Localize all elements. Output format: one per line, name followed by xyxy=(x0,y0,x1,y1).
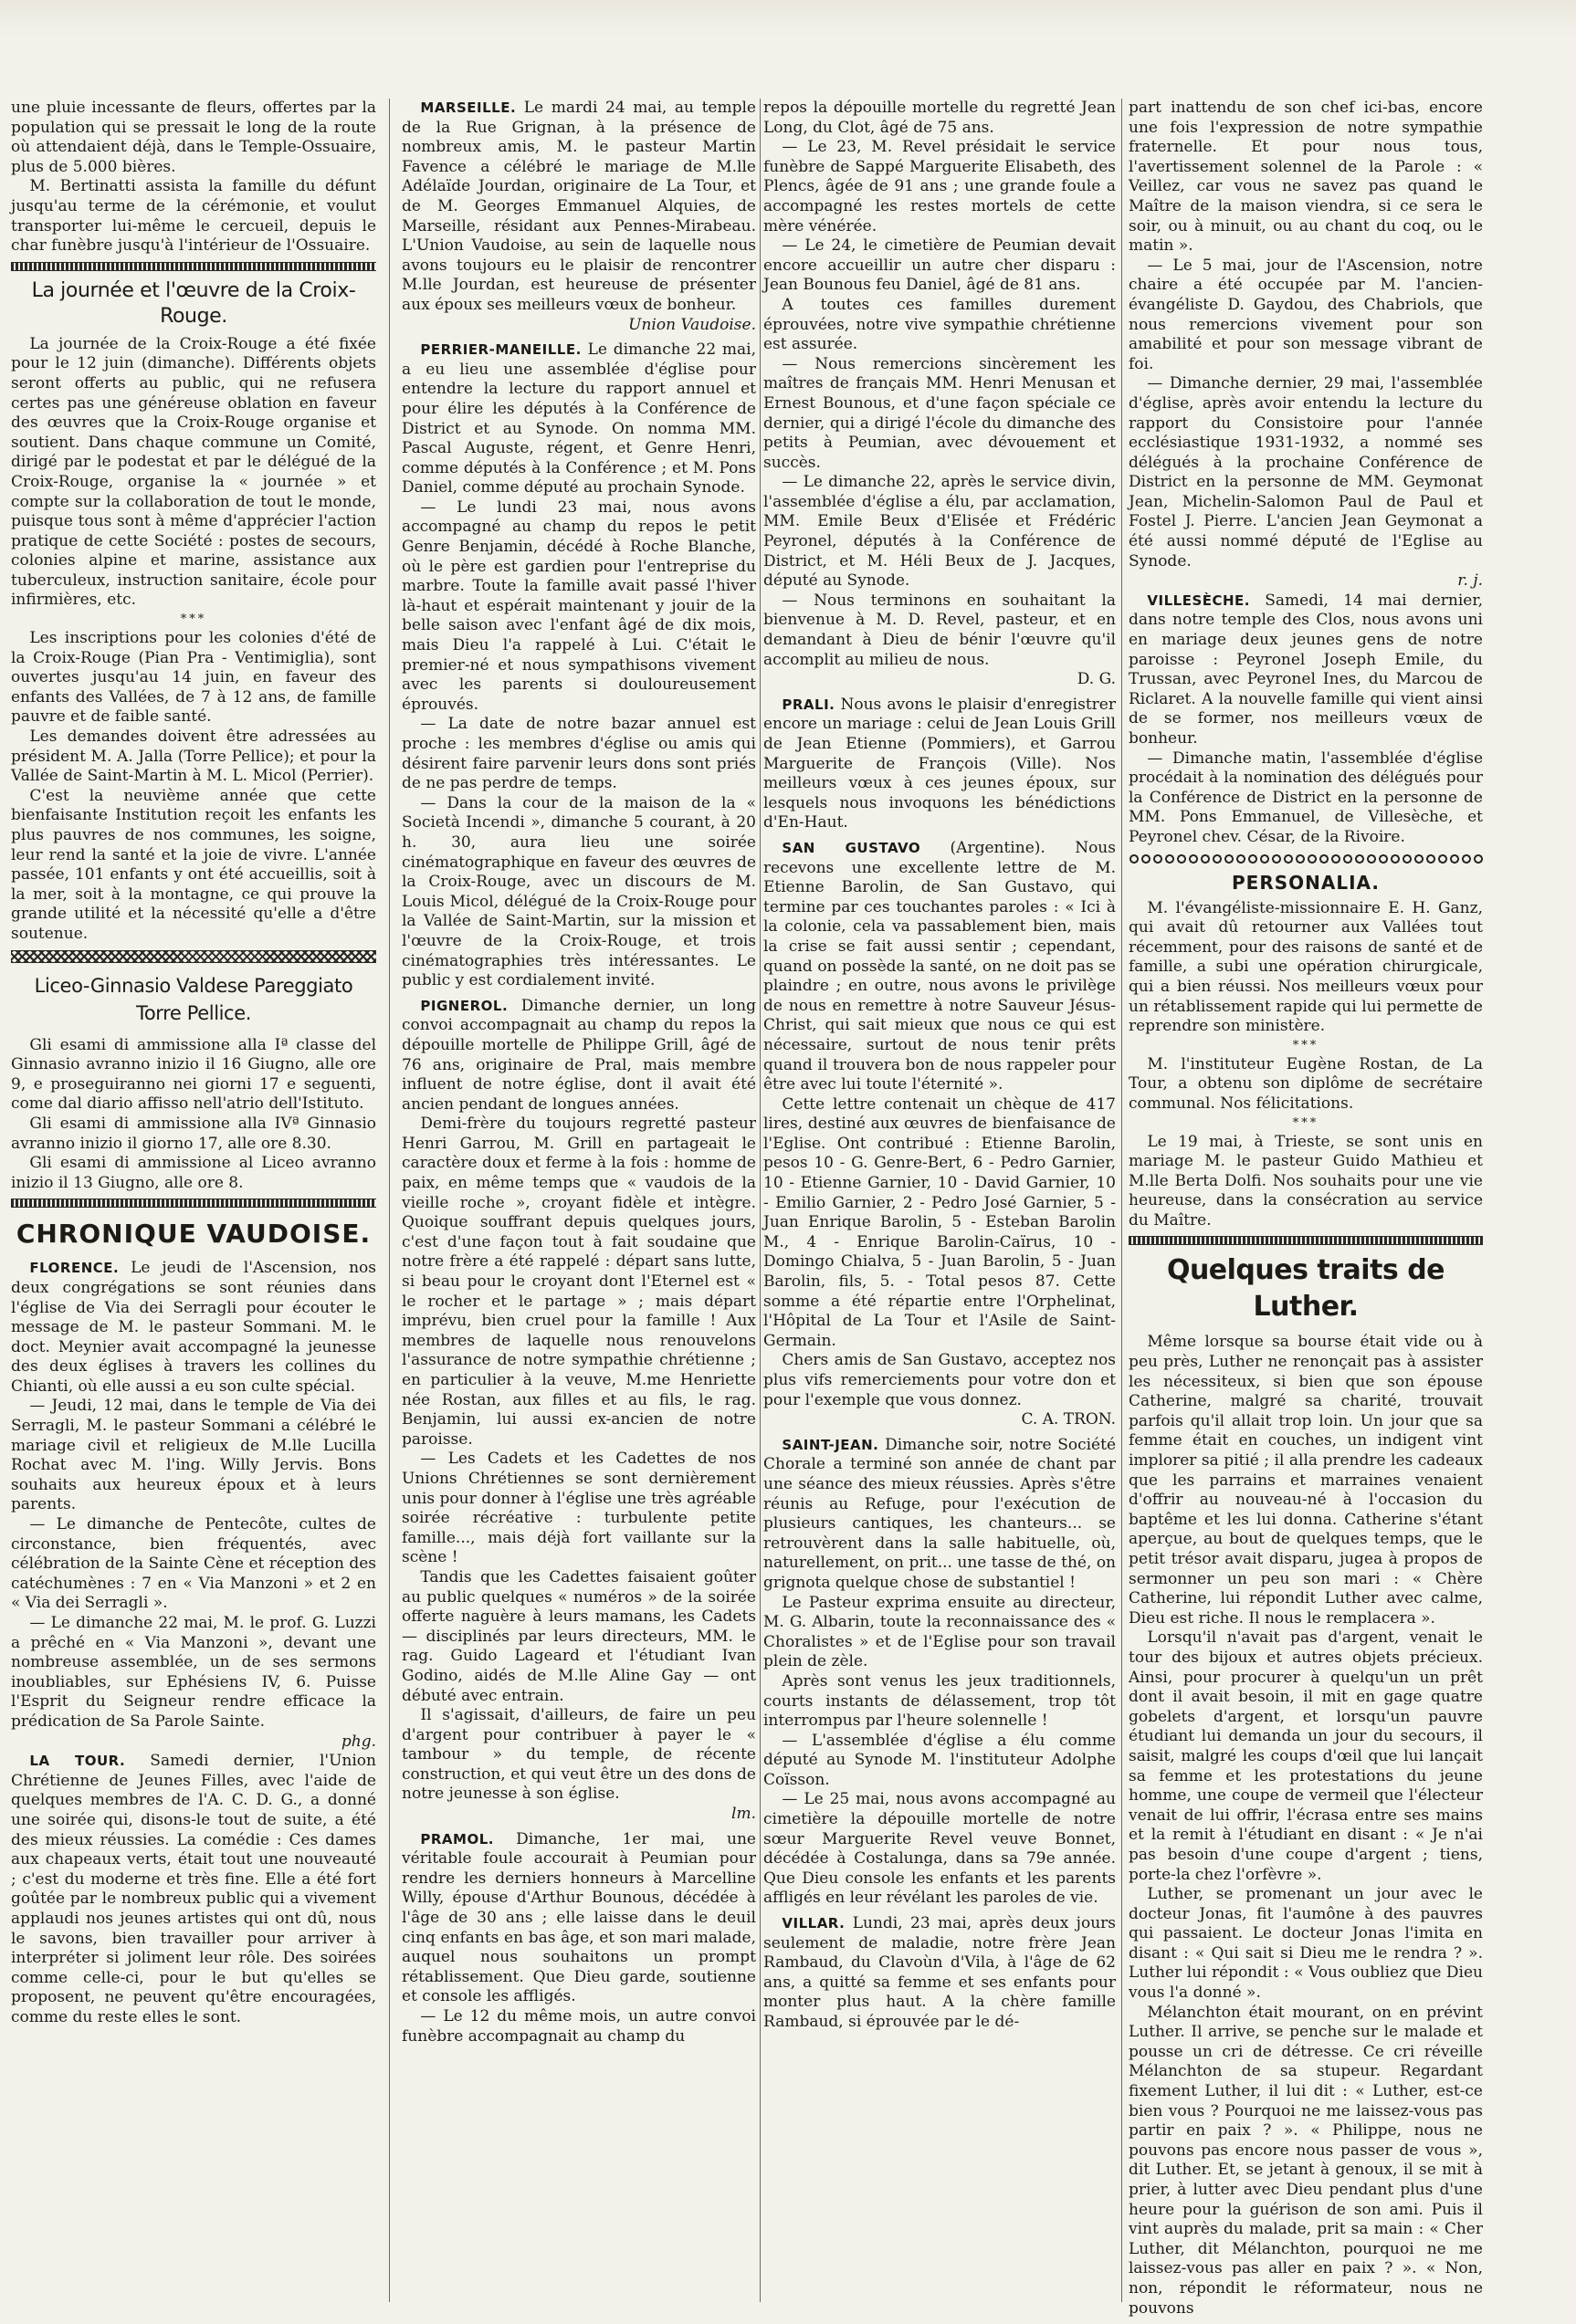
article-paragraph: — Le dimanche 22, après le service divin, l'assemblée d'église a élu, par acclamation, MM. Emile Beux d'Elisée et Frédéric Peyronel, députés à la Conférence de District, et M. Héli Beux de J. Jacques, député au Synode. xyxy=(763,473,1116,591)
article-paragraph: part inattendu de son chef ici-bas, encore une fois l'expression de notre sympathie fraternelle. Et pour nous tous, l'avertissement solennel de la Parole : « Veillez, car vous ne savez pas quand le Maître de la maison viendra, si ce sera le soir, ou à minuit, ou au chant du coq, ou le matin ». xyxy=(1129,99,1483,256)
article-paragraph: Luther, se promenant un jour avec le docteur Jonas, fit l'aumône à des pauvres qui passaient. Le docteur Jonas l'imita en disant : « Qui sait si Dieu me le rendra ? ». Luther lui répondit : « Vous oubliez que Dieu vous l'a donné ». xyxy=(1129,1885,1483,2003)
article-text: Le dimanche 22 mai, a eu lieu une assemblée d'église pour entendre la lecture du rapport annuel et pour élire les députés à la Conférence de District et au Synode. On nomma MM. Pascal Auguste, régent, et Genre Henri, comme députés à la Conférence ; et M. Pons Daniel, comme député au prochain Synode. xyxy=(402,340,756,497)
article-paragraph: Chers amis de San Gustavo, acceptez nos plus vifs remerciements pour votre don et pour l'exemple que vous donnez. xyxy=(763,1351,1116,1409)
article-paragraph: — Dimanche dernier, 29 mai, l'assemblée d'église, après avoir entendu la lecture du rapport du Consistoire pour l'année ecclésiastique 1931-1932, a nommé ses délégués à la prochaine Conférence de District en la personne de MM. Geymonat Jean, Michelin-Salomon Paul de Paul et Fostel J. Pierre. L'ancien Jean Geymonat a été aussi nommé député de l'Eglise au Synode. xyxy=(1129,374,1483,571)
article-paragraph: Le Pasteur exprima ensuite au directeur, M. G. Albarin, toute la reconnaissance des « Choralistes » et de l'Eglise pour son travail plein de zèle. xyxy=(763,1593,1116,1671)
place-lead: VILLAR. xyxy=(782,1915,846,1932)
asterism: *** xyxy=(180,612,207,627)
asterism: *** xyxy=(1292,1038,1319,1052)
article-paragraph: Mélanchton était mourant, on en prévint Luther. Il arrive, se penche sur le malade et pousse un cri de détresse. Ce cri réveille Mélanchton de sa stupeur. Regardant fixement Luther, il lui dit : « Luther, est-ce bien vous ? Pourquoi ne me laissez-vous pas partir en paix ? ». « Philippe, nous ne pouvons pas encore nous passer de vous », dit Luther. Et, se jetant à genoux, il se mit à prier, à lutter avec Dieu pendant plus d'une heure pour la guérison de son ami. Puis il vint auprès du malade, prit sa main : « Cher Luther, dit Mélanchton, pourquoi ne me laissez-vous pas aller en paix ? ». « Non, non, répondit le réformateur, nous ne pouvons xyxy=(1129,2003,1483,2318)
article-paragraph: C'est la neuvième année que cette bienfaisante Institution reçoit les enfants les plus pauvres de nos communes, les soigne, leur rend la santé et la joie de vivre. L'année passée, 101 enfants y ont été accueillis, soit à la mer, soit à la montagne, ce qui prouve la grande utilité et la nécessité qu'elle a d'être soutenue. xyxy=(11,786,376,943)
article-paragraph: — Le 12 du même mois, un autre convoi funèbre accompagnait au champ du xyxy=(402,2007,756,2046)
signature: D. G. xyxy=(1077,670,1116,689)
article-text: Nous avons le plaisir d'enregistrer encore un mariage : celui de Jean Louis Grill de Jean Etienne (Pommiers), et Garrou Marguerite de François (Ville). Nos meilleurs vœux à ces jeunes époux, sur lesquels nous invoquons les bénédictions d'En-Haut. xyxy=(763,695,1116,832)
croix-rouge-heading: La journée et l'œuvre de la Croix-Rouge. xyxy=(31,278,356,328)
article-paragraph: Lorsqu'il n'avait pas d'argent, venait le tour des bijoux et autres objets précieux. Ainsi, pour procurer à quelqu'un un prêt dont il avait besoin, il mit en gage quatre gobelets d'argent, et lorsqu'un pauvre étudiant lui demanda un jour du secours, il saisit, malgré les coups d'œil que lui lançait sa femme et les protestations du jeune homme, une coupe de vermeil que l'électeur venait de lui offrir, l'écrasa entre ses mains et la remit à l'étudiant en disant : « Je n'ai pas besoin d'une coupe d'argent ; tiens, porte-la chez l'orfèvre ». xyxy=(1129,1628,1483,1884)
article-paragraph: — Le 24, le cimetière de Peumian devait encore accueillir un autre cher disparu : Jean Bounous feu Daniel, âgé de 81 ans. xyxy=(763,236,1116,295)
personalia-heading: PERSONALIA. xyxy=(1232,871,1380,894)
article-paragraph: La journée de la Croix-Rouge a été fixée pour le 12 juin (dimanche). Différents objets seront offerts au public, qui ne refusera certes pas une généreuse oblation en faveur des œuvres que la Croix-Rouge organise et soutient. Dans chaque commune un Comité, dirigé par le podestat et par le délégué de la Croix-Rouge, organise la « journée » et compte sur la collaboration de tout le monde, puisque tous sont à même d'apprécier l'action pratique de cette Société : postes de secours, colonies alpine et marine, assistance aux tuberculeux, instruction sanitaire, école pour infirmières, etc. xyxy=(11,334,376,610)
ornamental-divider xyxy=(11,262,376,271)
intro-paragraph: M. Bertinatti assista la famille du défunt jusqu'au terme de la cérémonie, et voulut transporter lui-même le cercueil, depuis le char funèbre jusqu'à l'intérieur de l'Ossuaire. xyxy=(11,177,376,256)
article-text: Le jeudi de l'Ascension, nos deux congrégations se sont réunies dans l'église de Via dei Serragli pour écouter le message de M. le pasteur Sommani. M. le doct. Meynier avait accompagné la jeunesse des deux églises à travers les collines du Chianti, où elle aussi a eu son culte spécial. xyxy=(11,1259,376,1396)
article-text: Dimanche, 1er mai, une véritable foule accourait à Peumian pour rendre les derniers honneurs à Marcelline Willy, épouse d'Arthur Bounous, décédée à l'âge de 30 ans ; elle laisse dans le deuil cinq enfants en bas âge, et son mari malade, auquel nous souhaitons un prompt rétablissement. Que Dieu garde, soutienne et console les affligés. xyxy=(402,1829,756,2006)
signature: r. j. xyxy=(1457,571,1483,591)
article-paragraph: — Le dimanche de Pentecôte, cultes de circonstance, bien fréquentés, avec célébration de la Sainte Cène et réception des catéchumènes : 7 en « Via Manzoni » et 2 en « Via dei Serragli ». xyxy=(11,1515,376,1613)
article-paragraph: Gli esami di ammissione alla IVª Ginnasio avranno inizio il giorno 17, alle ore 8.30. xyxy=(11,1114,376,1153)
place-lead: PRAMOL. xyxy=(420,1830,494,1848)
article-text: Lundi, 23 mai, après deux jours seulement de maladie, notre frère Jean Rambaud, du Clavoùn d'Vila, à l'âge de 62 ans, a quitté sa femme et ses enfants pour monter plus haut. A la chère famille Rambaud, si éprouvée par le dé- xyxy=(763,1914,1116,2031)
column-4 xyxy=(1129,99,1483,2318)
article-paragraph: — Le 5 mai, jour de l'Ascension, notre chaire a été occupée par M. l'ancien-évangéliste D. Gaydou, des Chabriols, que nous remercions vivement pour son amabilité et pour son message vibrant de foi. xyxy=(1129,256,1483,373)
ornamental-divider xyxy=(11,950,376,963)
column-2 xyxy=(402,99,756,2302)
chronique-heading: CHRONIQUE VAUDOISE. xyxy=(16,1219,372,1250)
place-lead: PRALI. xyxy=(782,696,835,713)
signature: C. A. TRON. xyxy=(1021,1410,1116,1429)
column-3 xyxy=(763,99,1116,2302)
intro-paragraph: une pluie incessante de fleurs, offertes par la population qui se pressait le long de la route où attendaient déjà, dans le Temple-Ossuaire, plus de 5.000 bières. xyxy=(11,99,376,176)
article-paragraph: Après sont venus les jeux traditionnels, courts instants de délassement, trop tôt interrompus par l'heure solennelle ! xyxy=(763,1671,1116,1731)
signature: lm. xyxy=(731,1805,756,1824)
article-paragraph: M. l'instituteur Eugène Rostan, de La Tour, a obtenu son diplôme de secrétaire communal. Nos félicitations. xyxy=(1129,1054,1483,1113)
article-paragraph: — Le dimanche 22 mai, M. le prof. G. Luzzi a prêché en « Via Manzoni », devant une nombreuse assemblée, un de ses sermons inoubliables, sur Ephésiens IV, 6. Puisse l'Esprit du Seigneur rendre efficace la prédication de Sa Parole Sainte. xyxy=(11,1614,376,1731)
signature: phg. xyxy=(341,1732,376,1751)
article-paragraph: — Le 23, M. Revel présidait le service funèbre de Sappé Marguerite Elisabeth, des Plencs, âgée de 91 ans ; une grande foule a accompagné les restes mortels de cette mère vénérée. xyxy=(763,138,1116,236)
article-paragraph: — Dans la cour de la maison de la « Società Incendi », dimanche 5 courant, à 20 h. 30, aura lieu une soirée cinématographique en faveur des œuvres de la Croix-Rouge, avec un discours de M. Louis Micol, délégué de la Croix-Rouge pour la Vallée de Saint-Martin, sur la mission et l'œuvre de la Croix-Rouge, et trois cinématographies très intéressantes. Le public y est cordialement invité. xyxy=(402,793,756,990)
place-lead: SAN GUSTAVO xyxy=(782,839,921,856)
article-paragraph: — Les Cadets et les Cadettes de nos Unions Chrétiennes se sont dernièrement unis pour donner à l'église une très agréable soirée récréative : turbulente petite famille..., mais déjà fort vaillante sur la scène ! xyxy=(402,1450,756,1567)
article-text: (Argentine). Nous recevons une excellente lettre de M. Etienne Barolin, de San Gustavo, qui termine par ces touchantes paroles : « Ici à la colonie, cela va passablement bien, mais la crise se fait aussi sentir ; cependant, quand on possède la santé, on ne doit pas se plaindre ; en outre, nous avons le privilège de nous en remettre à notre Sauveur Jésus-Christ, qui sait mieux que nous ce qui est nécessaire, surtout de nous tenir prêts quand il trouvera bon de nous rappeler pour être avec lui toute l'éternité ». xyxy=(763,838,1116,1094)
article-text: Le mardi 24 mai, au temple de la Rue Grignan, à la présence de nombreux amis, M. le pasteur Martin Favence a célébré le mariage de M.lle Adélaïde Jourdan, originaire de La Tour, et de M. Georges Emmanuel Alquies, de Marseille, résidant aux Pennes-Mirabeau. L'Union Vaudoise, au sein de laquelle nous avons toujours eu le plaisir de rencontrer M.lle Jourdan, est heureuse de présenter aux époux ses meilleurs vœux de bonheur. xyxy=(402,99,756,314)
article-paragraph: Gli esami di ammissione alla Iª classe del Ginnasio avranno inizio il 16 Giugno, alle ore 9, e proseguiranno nei giorni 17 e seguenti, come dal diario affisso nell'atrio dell'Istituto. xyxy=(11,1035,376,1114)
place-lead: SAINT-JEAN. xyxy=(782,1436,879,1453)
article-text: Dimanche soir, notre Société Chorale a terminé son année de chant par une séance des mieux réussies. Après s'être réunis au Refuge, pour l'exécution de plusieurs cantiques, les chanteurs... se retrouvèrent dans la salle habituelle, où, naturellement, on prit... une tasse de thé, on grignota quelque chose de substantiel ! xyxy=(763,1435,1116,1592)
place-lead: MARSEILLE. xyxy=(420,99,517,116)
column-1 xyxy=(11,99,376,2302)
page-top-edge xyxy=(0,0,1576,37)
article-paragraph: M. l'évangéliste-missionnaire E. H. Ganz, qui avait dû retourner aux Vallées tout récemment, pour des raisons de santé et de famille, a subi une opération chirurgicale, qui a bien réussi. Nos meilleurs vœux pour un rétablissement rapide qui lui permette de reprendre son ministère. xyxy=(1129,898,1483,1036)
place-lead: FLORENCE. xyxy=(29,1260,120,1277)
article-paragraph: Gli esami di ammissione al Liceo avranno inizio il 13 Giugno, alle ore 8. xyxy=(11,1154,376,1192)
article-text: Samedi, 14 mai dernier, dans notre temple des Clos, nous avons uni en mariage deux jeunes gens de notre paroisse : Peyronel Joseph Emile, du Trussan, avec Peyronel Ines, du Marcou de Riclaret. A la nouvelle famille qui vient ainsi de se former, nos meilleurs vœux de bonheur. xyxy=(1129,591,1483,748)
article-paragraph: — Nous terminons en souhaitant la bienvenue à M. D. Revel, pasteur, et en demandant à Dieu de bénir l'œuvre qu'il accomplit au milieu de nous. xyxy=(763,591,1116,669)
column-rule xyxy=(389,99,390,2302)
article-paragraph: Même lorsque sa bourse était vide ou à peu près, Luther ne renonçait pas à assister les nécessiteux, si bien que son épouse Catherine, malgré sa charité, trouvait parfois qu'il allait trop loin. Un jour que sa femme était en couches, un indigent vint implorer sa pitié ; il alla prendre les cadeaux que les parrains et marraines venaient d'offrir au nouveau-né à l'occasion du baptême et les lui donna. Catherine s'étant aperçue, au bout de quelques temps, que le petit trésor avait disparu, jugea à propos de sermonner un peu son mari : « Chère Catherine, lui répondit Luther avec calme, Dieu est riche. Il nous le remplacera ». xyxy=(1129,1333,1483,1628)
article-paragraph: Le 19 mai, à Trieste, se sont unis en mariage M. le pasteur Guido Mathieu et M.lle Berta Dolfi. Nos souhaits pour une vie heureuse, dans la consécration au service du Maître. xyxy=(1129,1132,1483,1230)
place-lead: PIGNEROL. xyxy=(420,997,509,1014)
luther-heading: Quelques traits de Luther. xyxy=(1166,1254,1445,1324)
article-paragraph: — Le 25 mai, nous avons accompagné au cimetière la dépouille mortelle de notre sœur Marguerite Revel veuve Bonnet, décédée à Costalunga, dans sa 79e année. Que Dieu console les enfants et les parents affligés en leur révélant les paroles de vie. xyxy=(763,1790,1116,1908)
place-lead: VILLESÈCHE. xyxy=(1147,591,1250,609)
liceo-heading: Liceo-Ginnasio Valdese Pareggiato Torre Pellice. xyxy=(34,974,353,1024)
asterism: *** xyxy=(1292,1115,1319,1130)
article-text: Dimanche dernier, un long convoi accompagnait au champ du repos la dépouille mortelle de Philippe Grill, âgé de 76 ans, originaire de Pral, mais membre influent de notre église, dont il avait été ancien pendant de longues années. xyxy=(402,996,756,1114)
ornamental-divider xyxy=(1129,1236,1483,1245)
article-paragraph: Les inscriptions pour les colonies d'été de la Croix-Rouge (Pian Pra - Ventimiglia), sont ouvertes jusqu'au 14 juin, en faveur des enfants des Vallées, de 7 à 12 ans, de famille pauvre et de faible santé. xyxy=(11,629,376,727)
article-paragraph: repos la dépouille mortelle du regretté Jean Long, du Clot, âgé de 75 ans. xyxy=(763,99,1116,137)
article-paragraph: — Dimanche matin, l'assemblée d'église procédait à la nomination des délégués pour la Conférence de District en la personne de MM. Pons Emmanuel, de Villesèche, et Peyronel chev. César, de la Rivoire. xyxy=(1129,748,1483,846)
article-paragraph: — Le lundi 23 mai, nous avons accompagné au champ du repos le petit Genre Benjamin, décédé à Roche Blanche, où le père est gardien pour l'entreprise du marbre. Toute la famille avait passé l'hiver là-haut et espérait maintenant y jouir de la belle saison avec l'enfant âgé de dix mois, mais Dieu l'a rappelé à Lui. C'était le premier-né et nous sympathisons vivement avec les parents si douloureusement éprouvés. xyxy=(402,497,756,714)
article-paragraph: A toutes ces familles durement éprouvées, notre vive sympathie chrétienne est assurée. xyxy=(763,295,1116,354)
ornamental-divider xyxy=(11,1199,376,1208)
article-paragraph: — Jeudi, 12 mai, dans le temple de Via dei Serragli, M. le pasteur Sommani a célébré le mariage civil et religieux de M.lle Lucilla Rochat avec M. l'ing. Willy Jervis. Bons souhaits aux heureux époux et à leurs parents. xyxy=(11,1397,376,1514)
article-paragraph: — Nous remercions sincèrement les maîtres de français MM. Henri Menusan et Ernest Bounous, et d'une façon spéciale ce dernier, qui a dirigé l'école du dimanche des petits à Peumian, avec dévouement et succès. xyxy=(763,354,1116,472)
column-rule xyxy=(1121,99,1122,2302)
article-paragraph: Demi-frère du toujours regretté pasteur Henri Garrou, M. Grill en partageait le caractère doux et ferme à la fois : homme de paix, en même temps que « vaudois de la vieille roche », croyant fidèle et intègre. Quoique souffrant depuis quelques jours, c'est d'une façon tout à fait soudaine que notre frère a été rappelé : départ sans lutte, si beau pour le croyant dont l'Eternel est « le rocher et le partage » ; mais départ imprévu, bien cruel pour la famille ! Aux membres de laquelle nous renouvelons l'assurance de notre sympathie chrétienne ; en particulier à la veuve, M.me Henriette née Rostan, aux filles et au fils, le rag. Benjamin, lui aussi ex-ancien de notre paroisse. xyxy=(402,1115,756,1449)
article-paragraph: Tandis que les Cadettes faisaient goûter au public quelques « numéros » de la soirée offerte naguère à leurs mamans, les Cadets — disciplinés par leurs directeurs, MM. le rag. Guido Lageard et l'étudiant Ivan Godino, aidés de M.lle Aline Gay — ont débuté avec entrain. xyxy=(402,1567,756,1705)
column-rule xyxy=(760,99,761,2302)
article-text: Samedi dernier, l'Union Chrétienne de Jeunes Filles, avec l'aide de quelques membres de l'A. C. D. G., a donné une soirée qui, disons-le tout de suite, a été des mieux réussies. La comédie : Ces dames aux chapeaux verts, était tout une nouveauté ; c'est du moderne et très fine. Elle a été fort goûtée par le nombreux public qui a vivement applaudi nos jeunes artistes qui ont dû, nous le savons, bien travailler pour arriver à interpréter si joliment leur rôle. Des soirées comme celle-ci, pour le but qu'elles se proposent, ne peuvent qu'être encouragées, comme du reste elles le sont. xyxy=(11,1752,376,2026)
ornamental-divider xyxy=(1129,853,1483,864)
signature: Union Vaudoise. xyxy=(628,315,756,334)
article-paragraph: Les demandes doivent être adressées au président M. A. Jalla (Torre Pellice); et pour la Vallée de Saint-Martin à M. L. Micol (Perrier). xyxy=(11,728,376,786)
article-paragraph: — La date de notre bazar annuel est proche : les membres d'église ou amis qui désirent faire parvenir leurs dons sont priés de ne pas perdre de temps. xyxy=(402,715,756,793)
article-paragraph: Cette lettre contenait un chèque de 417 lires, destiné aux œuvres de bienfaisance de l'Eglise. Ont contribué : Etienne Barolin, pesos 10 - G. Genre-Bert, 6 - Pedro Garnier, 10 - Etienne Garnier, 10 - David Garnier, 10 - Emilio Garnier, 2 - Pedro José Garnier, 5 - Juan Enrique Barolin, 5 - Esteban Barolin M., 4 - Enrique Barolin-Caïrus, 10 - Domingo Chialva, 5 - Juan Barolin, 5 - Juan Barolin, fils, 5. - Total pesos 87. Cette somme a été répartie entre l'Orphelinat, l'Hôpital de La Tour et l'Asile de Saint-Germain. xyxy=(763,1094,1116,1350)
article-paragraph: — L'assemblée d'église a élu comme député au Synode M. l'instituteur Adolphe Coïsson. xyxy=(763,1731,1116,1789)
place-lead: PERRIER-MANEILLE. xyxy=(420,341,582,359)
place-lead: LA TOUR. xyxy=(29,1753,126,1770)
article-paragraph: Il s'agissait, d'ailleurs, de faire un peu d'argent pour contribuer à payer le « tambour » du temple, de récente construction, et qui veut être un des dons de notre jeunesse à son église. xyxy=(402,1706,756,1804)
